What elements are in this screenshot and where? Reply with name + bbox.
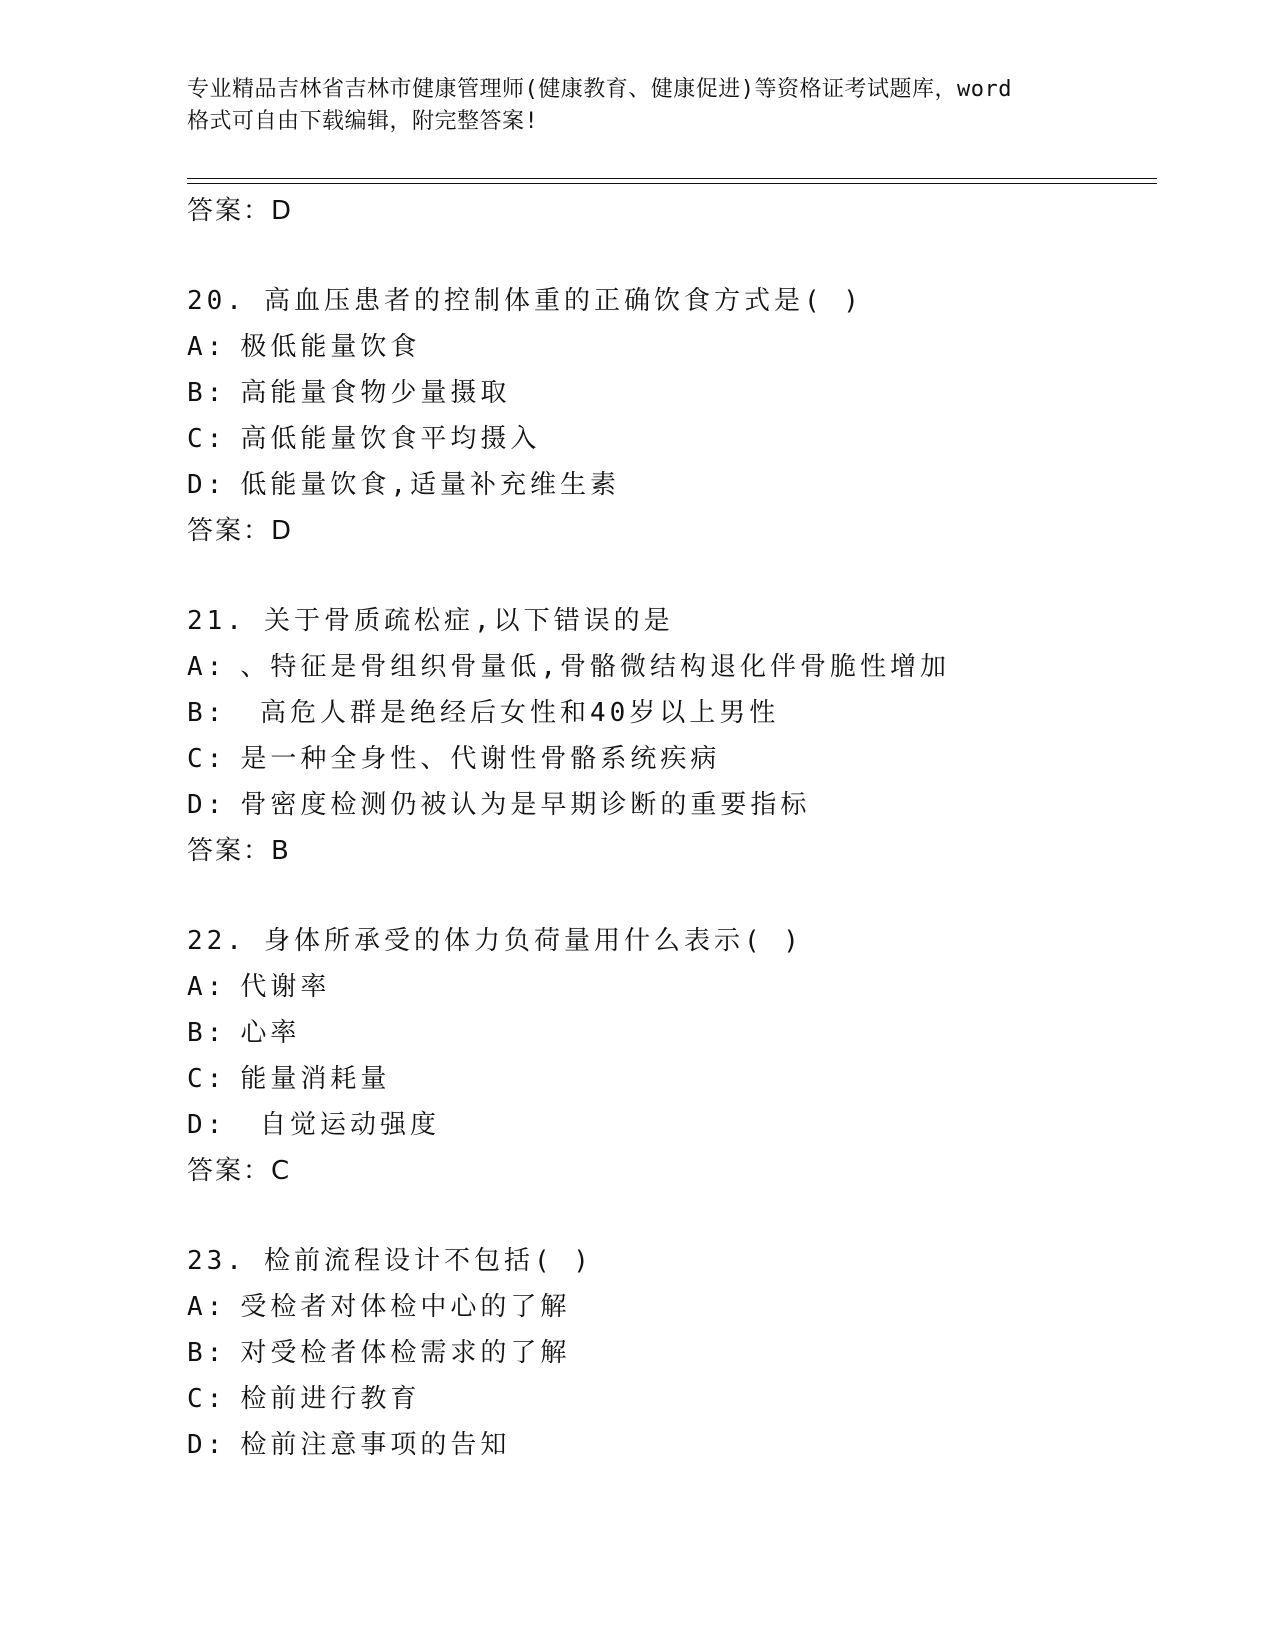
option-text: 心率 [240, 1018, 301, 1048]
option-text: 对受检者体检需求的了解 [240, 1338, 571, 1368]
answer-line: 答案：B [187, 836, 291, 866]
answer-line: 答案：D [187, 516, 294, 546]
header-rule-top [187, 178, 1157, 179]
option-text: 骨密度检测仍被认为是早期诊断的重要指标 [240, 790, 811, 820]
option-d [187, 782, 1157, 828]
option-text: 能量消耗量 [240, 1064, 391, 1094]
header-line-1: 专业精品吉林省吉林市健康管理师(健康教育、健康促进)等资格证考试题库，word [187, 77, 1012, 102]
option-text: 极低能量饮食 [240, 332, 421, 362]
question-title [187, 598, 1157, 644]
question-23 [187, 1238, 1157, 1468]
question-text: 高血压患者的控制体重的正确饮食方式是( ) [263, 286, 863, 316]
question-22 [187, 918, 1157, 1194]
option-c [187, 416, 1157, 462]
option-letter: C: [187, 744, 227, 774]
option-text: 自觉运动强度 [240, 1110, 440, 1140]
option-letter: D: [187, 470, 227, 500]
option-text: 、特征是骨组织骨量低,骨骼微结构退化伴骨脆性增加 [240, 652, 950, 682]
header-rule-bottom [187, 183, 1157, 184]
answer-line: 答案：D [187, 196, 294, 226]
option-text: 受检者对体检中心的了解 [240, 1292, 571, 1322]
option-letter: D: [187, 1430, 227, 1460]
option-a [187, 1284, 1157, 1330]
option-letter: A: [187, 1292, 227, 1322]
option-b [187, 1010, 1157, 1056]
question-title [187, 278, 1157, 324]
option-d [187, 462, 1157, 508]
header-line-2: 格式可自由下载编辑，附完整答案! [187, 109, 539, 134]
question-20 [187, 278, 1157, 554]
option-a [187, 644, 1157, 690]
option-c [187, 736, 1157, 782]
option-text: 高低能量饮食平均摄入 [240, 424, 541, 454]
option-letter: B: [187, 1018, 227, 1048]
option-letter: A: [187, 972, 227, 1002]
option-c [187, 1376, 1157, 1422]
option-d [187, 1422, 1157, 1468]
question-text: 检前流程设计不包括( ) [263, 1246, 593, 1276]
option-letter: B: [187, 378, 227, 408]
option-d [187, 1102, 1157, 1148]
question-text: 身体所承受的体力负荷量用什么表示( ) [263, 926, 803, 956]
question-title [187, 918, 1157, 964]
question-number: 20. [187, 286, 246, 316]
option-c [187, 1056, 1157, 1102]
option-a [187, 964, 1157, 1010]
question-title [187, 1238, 1157, 1284]
answer-line: 答案：C [187, 1156, 292, 1186]
question-text: 关于骨质疏松症,以下错误的是 [263, 606, 674, 636]
option-letter: C: [187, 424, 227, 454]
option-text: 检前进行教育 [240, 1384, 421, 1414]
option-b [187, 1330, 1157, 1376]
option-text: 检前注意事项的告知 [240, 1430, 511, 1460]
option-b [187, 370, 1157, 416]
question-list [187, 188, 1157, 1468]
option-text: 代谢率 [240, 972, 331, 1002]
option-text: 高危人群是绝经后女性和40岁以上男性 [240, 698, 780, 728]
option-text: 是一种全身性、代谢性骨骼系统疾病 [240, 744, 721, 774]
question-21 [187, 598, 1157, 874]
option-letter: D: [187, 1110, 227, 1140]
option-letter: A: [187, 332, 227, 362]
option-b [187, 690, 1157, 736]
option-a [187, 324, 1157, 370]
option-letter: A: [187, 652, 227, 682]
question-number: 23. [187, 1246, 246, 1276]
option-letter: C: [187, 1384, 227, 1414]
option-letter: C: [187, 1064, 227, 1094]
option-letter: B: [187, 1338, 227, 1368]
document-header [187, 74, 1087, 138]
option-letter: B: [187, 698, 227, 728]
option-letter: D: [187, 790, 227, 820]
option-text: 低能量饮食,适量补充维生素 [240, 470, 620, 500]
question-number: 22. [187, 926, 246, 956]
question-number: 21. [187, 606, 246, 636]
option-text: 高能量食物少量摄取 [240, 378, 511, 408]
